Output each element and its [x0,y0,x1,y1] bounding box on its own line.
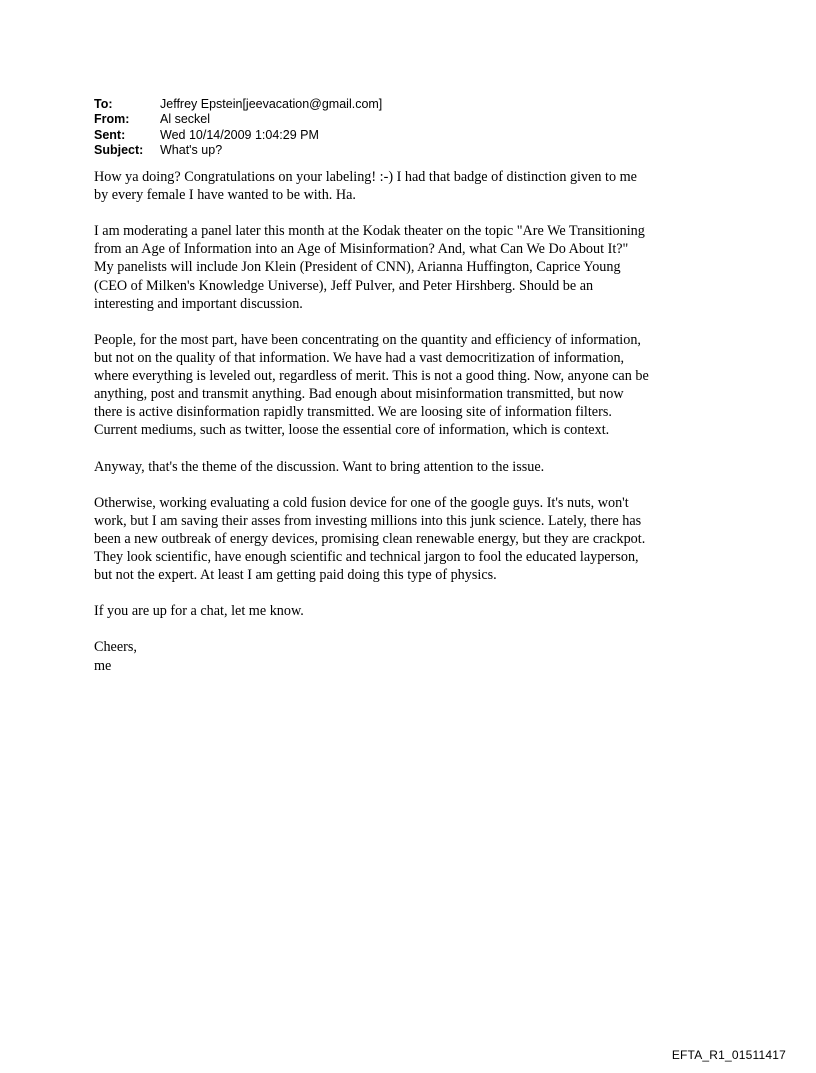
body-line: been a new outbreak of energy devices, promising clean renewable energy, but they are crackpot. [94,530,646,547]
body-line: but not on the quality of that information. We have had a vast democritization of information, [94,349,625,366]
paragraph-theme [94,458,734,476]
body-line: (CEO of Milken's Knowledge Universe), Jeff Pulver, and Peter Hirshberg. Should be an [94,277,594,294]
header-label-to: To: [94,97,113,111]
header-row-subject [94,143,382,158]
paragraph-signoff [94,638,734,674]
header-label-from: From: [94,112,130,127]
header-value-from: Al seckel [160,112,211,127]
signature-line: me [94,657,112,674]
document-id: EFTA_R1_01511417 [671,1048,786,1062]
body-line: where everything is leveled out, regardless of merit. This is not a good thing. Now, anyone can be [94,368,649,385]
body-line: by every female I have wanted to be with. Ha. [94,187,356,204]
signoff-line: Cheers, [94,639,137,656]
header-row-to [94,97,382,112]
body-line: work, but I am saving their asses from investing millions into this junk science. Lately, there has [94,512,642,529]
body-line: but not the expert. At least I am getting paid doing this type of physics. [94,567,497,584]
body-line: I am moderating a panel later this month at the Kodak theater on the topic "Are We Transitioning [94,223,645,240]
body-line: They look scientific, have enough scientific and technical jargon to fool the educated layperson, [94,548,639,565]
paragraph-greeting [94,168,734,204]
paragraph-panel [94,222,734,312]
body-line: from an Age of Information into an Age of Misinformation? And, what Can We Do About It?" [94,241,629,258]
header-label-sent: Sent: [94,127,126,142]
body-line: If you are up for a chat, let me know. [94,603,304,620]
header-row-from [94,112,382,127]
email-header [94,97,382,159]
paragraph-information [94,331,734,440]
header-value-subject: What's up? [160,143,223,158]
body-line: My panelists will include Jon Klein (President of CNN), Arianna Huffington, Caprice Young [94,259,621,276]
body-line: Anyway, that's the theme of the discussion. Want to bring attention to the issue. [94,458,545,475]
email-body [94,168,734,693]
body-line: People, for the most part, have been concentrating on the quantity and efficiency of information, [94,331,641,348]
header-row-sent [94,128,382,143]
body-line: there is active disinformation rapidly transmitted. We are loosing site of information filters. [94,404,612,421]
body-line: How ya doing? Congratulations on your labeling! :-) I had that badge of distinction given to me [94,169,637,185]
header-value-to: Jeffrey Epstein[jeevacation@gmail.com] [160,97,383,111]
body-line: Otherwise, working evaluating a cold fusion device for one of the google guys. It's nuts, won't [94,494,629,511]
header-label-subject: Subject: [94,143,144,158]
body-line: interesting and important discussion. [94,295,303,312]
header-value-sent: Wed 10/14/2009 1:04:29 PM [160,127,319,142]
body-line: anything, post and transmit anything. Bad enough about misinformation transmitted, but now [94,386,624,403]
paragraph-cold-fusion [94,494,734,584]
paragraph-chat [94,602,734,620]
body-line: Current mediums, such as twitter, loose the essential core of information, which is context. [94,422,610,439]
